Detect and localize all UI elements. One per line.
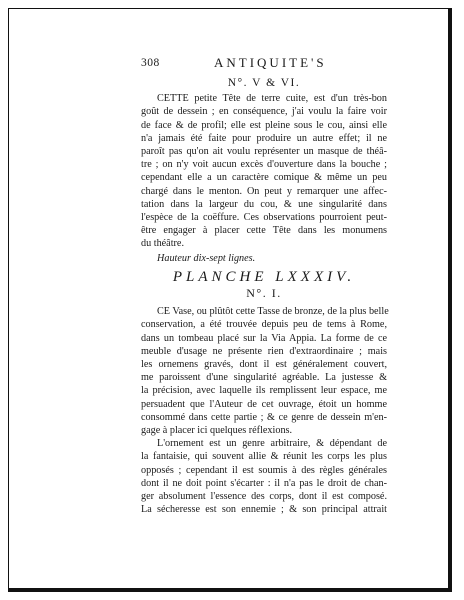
text-line: chargé dans le menton. On peut y remarquer une affec- [141, 185, 387, 197]
paragraph-tete [141, 92, 387, 250]
text-line: La sécheresse est son ennemie ; & son principal attrait [141, 504, 387, 516]
running-header [141, 57, 387, 72]
text-line: cependant elle a un caractère comique & même un peu [141, 172, 387, 184]
text-line: la précision, avec laquelle ils remplissent leur espace, me [141, 385, 387, 397]
page-number: 308 [141, 57, 160, 69]
text-line: du théâtre. [141, 238, 184, 250]
text-line: L'ornement est un genre arbitraire, & dépendant de [157, 438, 387, 450]
paragraph-ornement [141, 437, 387, 516]
book-page [141, 57, 387, 517]
text-line: tre ; on n'y voit aucun excès d'ouverture dans la bouche ; [141, 159, 387, 171]
text-line: consommé dans cette partie ; & ce genre de dessein m'en- [141, 411, 387, 423]
text-line: conservation, a été trouvée depuis peu de tems à Rome, [141, 319, 387, 331]
text-line: tation dans la largeur du cou, & une singularité dans [141, 198, 387, 210]
text-line: ger absolument l'essence des corps, dont il est composé. [141, 491, 387, 503]
text-line: dans un tombeau placé sur la Via Appia. La forme de ce [141, 332, 387, 344]
text-line: CE Vase, ou plûtôt cette Tasse de bronze, de la plus belle [157, 306, 389, 318]
text-line: paroît pas qu'on ait voulu représenter un masque de théâ- [141, 146, 387, 158]
section-title: N°. V & VI. [227, 77, 301, 89]
text-line: me paroissent d'une singularité agréable. La justesse & [141, 372, 387, 384]
text-line: goût de dessein ; en conséquence, j'ai voulu la faire voir [141, 106, 387, 118]
text-line: CETTE petite Tête de terre cuite, est d'un très-bon [157, 93, 387, 105]
text-line: la fantaisie, qui souvent allie & réunit les corps les plus [141, 451, 387, 463]
plate-title: PLANCHE LXXXIV. [172, 268, 356, 285]
text-line: persuadent que l'Auteur de cet ouvrage, étoit un homme [141, 398, 387, 410]
text-line: meuble d'usage ne présente rien d'extraordinaire ; mais [141, 345, 387, 357]
dimension-note: Hauteur dix-sept lignes. [157, 252, 256, 264]
text-line: être engager à placer cette Tête dans les monumens [141, 225, 387, 237]
text-line: l'espèce de la coëffure. Ces observations pourroient peut- [141, 212, 387, 224]
section-title: N°. I. [246, 286, 282, 301]
text-line: opposés ; cependant il est soumis à des règles générales [141, 464, 387, 476]
running-title: ANTIQUITE'S [214, 55, 327, 70]
text-line: dont il ne doit point s'écarter : il n'a pas le droit de chan- [141, 477, 387, 489]
text-line: de face & de profil; elle est pleine sous le cou, ainsi elle [141, 119, 387, 131]
paragraph-vase [141, 305, 387, 437]
text-line: les ornemens gravés, dont il est généralement couvert, [141, 359, 387, 371]
text-line: gage à placer ici quelques réflexions. [141, 425, 293, 437]
text-line: n'a jamais été faite pour produire un autre effet; il ne [141, 132, 387, 144]
